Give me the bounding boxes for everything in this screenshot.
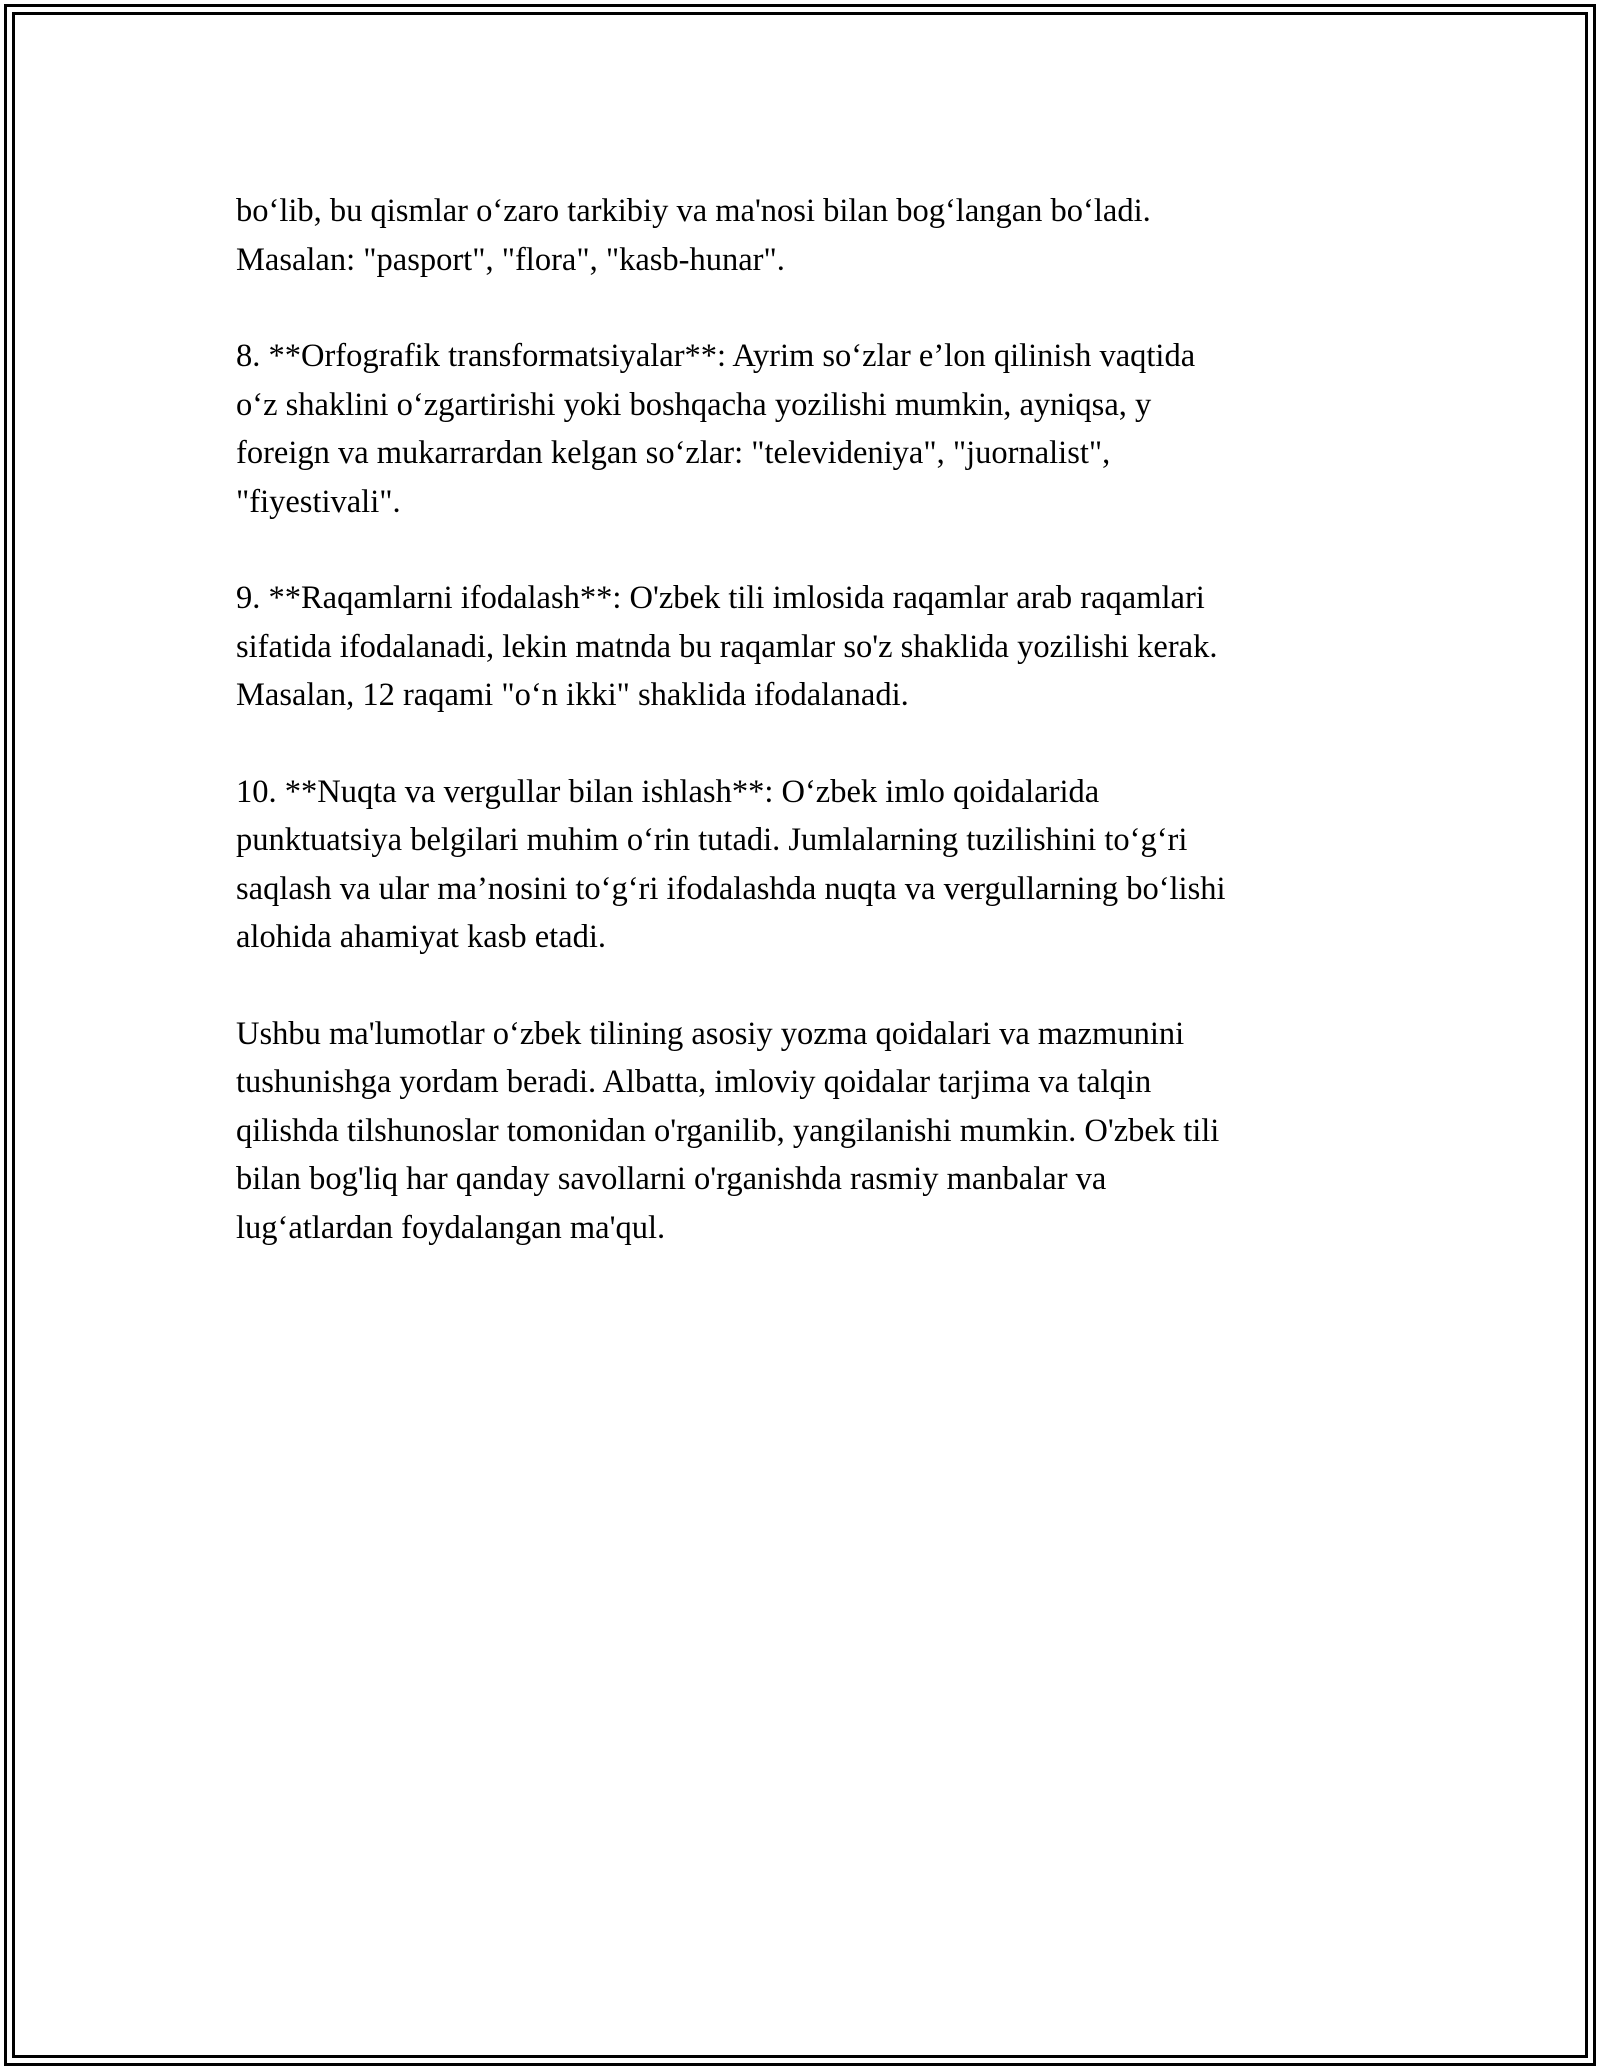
text-line: 10. **Nuqta va vergullar bilan ishlash**: O‘zbek imlo qoidalarida (236, 773, 1100, 810)
paragraph-item-10 (236, 768, 1366, 962)
text-line: alohida ahamiyat kasb etadi. (236, 919, 607, 955)
text-line: qilishda tilshunoslar tomonidan o'rganilib, yangilanishi mumkin. O'zbek tili (236, 1112, 1220, 1149)
paragraph-continuation (236, 187, 1366, 284)
text-line: saqlash va ular ma’nosini to‘g‘ri ifodalashda nuqta va vergullarning bo‘lishi (236, 870, 1226, 907)
text-line: 9. **Raqamlarni ifodalash**: O'zbek tili imlosida raqamlar arab raqamlari (236, 580, 1205, 616)
paragraph-item-8 (236, 332, 1366, 526)
text-line: bilan bog'liq har qanday savollarni o'rganishda rasmiy manbalar va (236, 1161, 1107, 1197)
paragraph-item-9 (236, 574, 1366, 720)
text-line: Ushbu ma'lumotlar o‘zbek tilining asosiy yozma qoidalari va mazmunini (236, 1015, 1185, 1052)
paragraph-conclusion (236, 1010, 1366, 1253)
text-line: bo‘lib, bu qismlar o‘zaro tarkibiy va ma'nosi bilan bog‘langan bo‘ladi. (236, 193, 1151, 229)
text-line: lug‘atlardan foydalangan ma'qul. (236, 1209, 666, 1246)
text-line: tushunishga yordam beradi. Albatta, imloviy qoidalar tarjima va talqin (236, 1064, 1152, 1100)
text-line: sifatida ifodalanadi, lekin matnda bu raqamlar so'z shaklida yozilishi kerak. (236, 628, 1218, 665)
text-line: punktuatsiya belgilari muhim o‘rin tutadi. Jumlalarning tuzilishini to‘g‘ri (236, 822, 1188, 858)
text-line: "fiyestivali". (236, 483, 401, 520)
text-line: Masalan: "pasport", "flora", "kasb-hunar". (236, 241, 785, 278)
text-line: 8. **Orfografik transformatsiyalar**: Ayrim so‘zlar e’lon qilinish vaqtida (236, 338, 1196, 374)
document-body (236, 187, 1366, 1300)
text-line: o‘z shaklini o‘zgartirishi yoki boshqacha yozilishi mumkin, ayniqsa, y (236, 386, 1152, 423)
text-line: Masalan, 12 raqami "o‘n ikki" shaklida ifodalanadi. (236, 677, 909, 713)
text-line: foreign va mukarrardan kelgan so‘zlar: "televideniya", "juornalist", (236, 435, 1111, 471)
